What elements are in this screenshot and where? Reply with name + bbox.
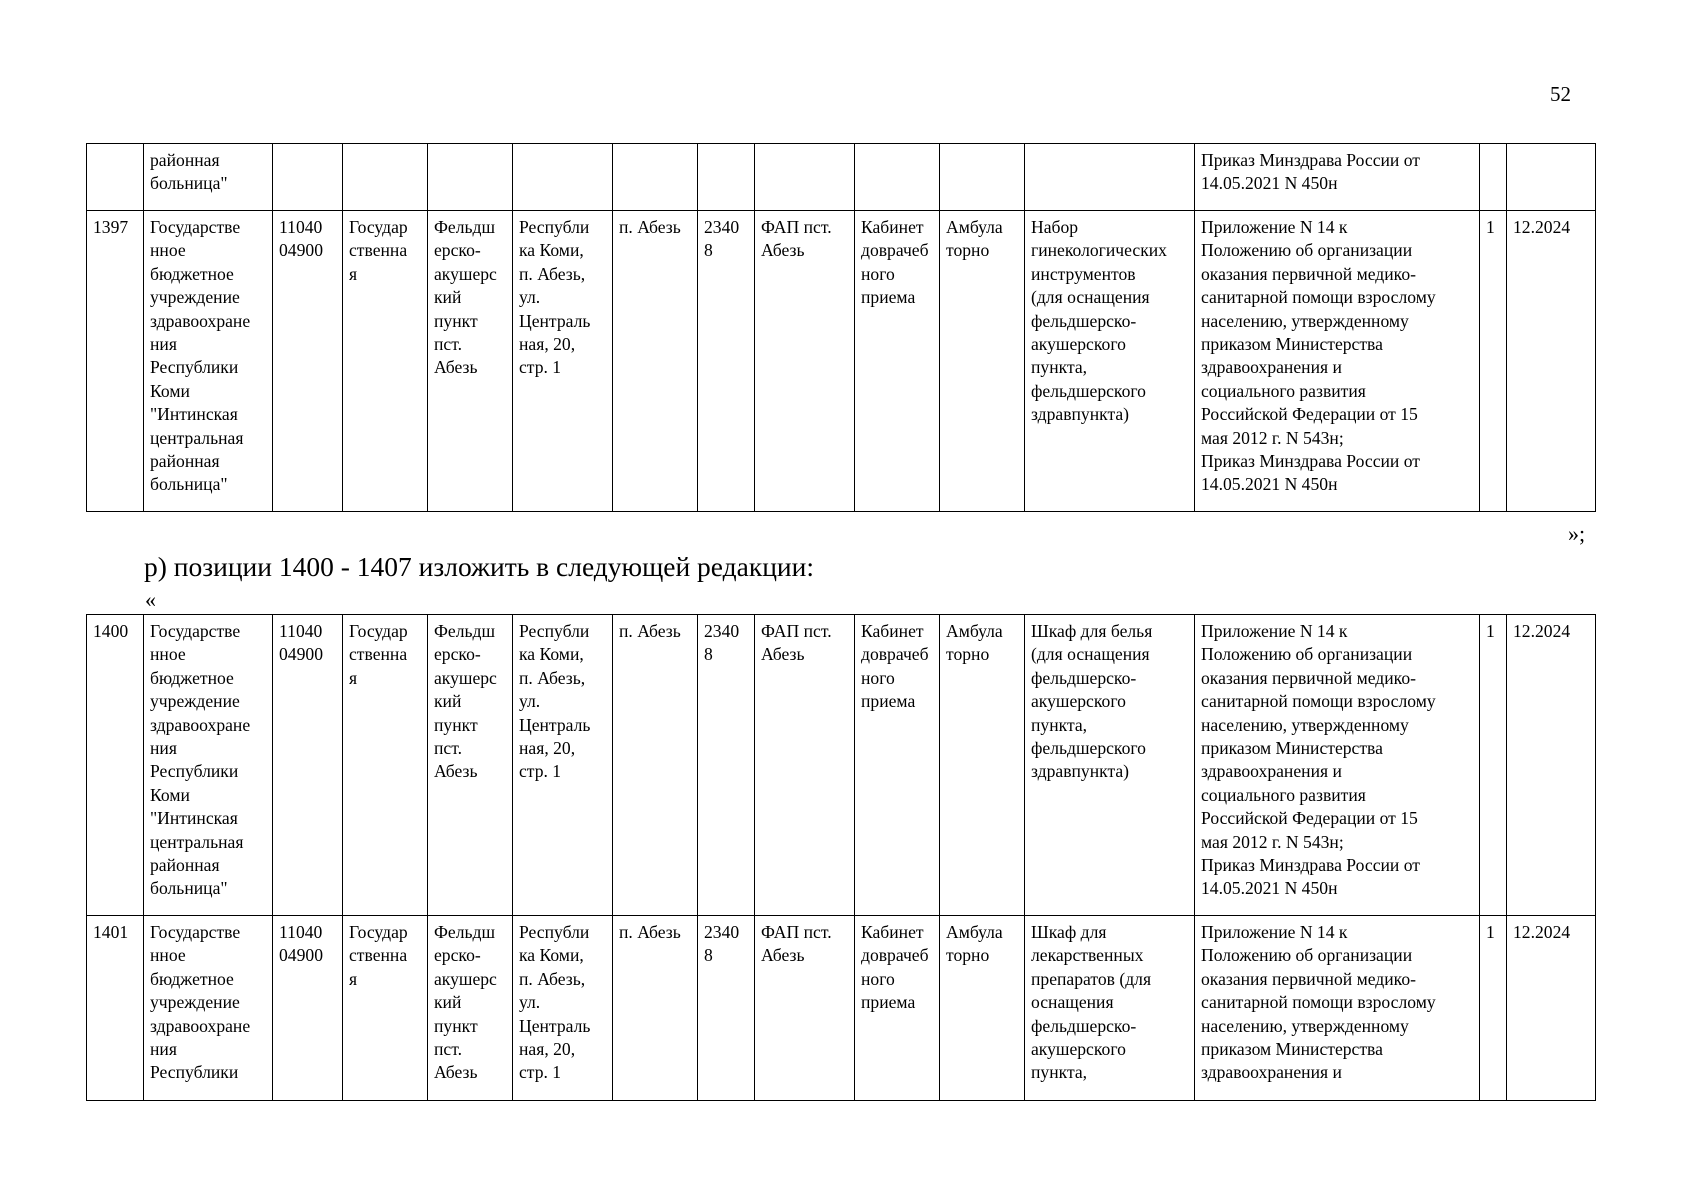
closing-quote: »; (1568, 521, 1586, 546)
cell-ownership-form (343, 144, 428, 211)
cell-facility: Фельдш ерско- акушерс кий пункт пст. Абезь (428, 916, 513, 1101)
cell-settlement (613, 144, 698, 211)
cell-postal-code: 2340 8 (698, 615, 755, 916)
cell-ownership-form: Государ ственна я (343, 615, 428, 916)
cell-care-type: Амбула торно (940, 916, 1025, 1101)
cell-legal-basis: Приказ Минздрава России от 14.05.2021 N 450н (1195, 144, 1480, 211)
cell-ownership-form: Государ ственна я (343, 916, 428, 1101)
cell-address: Республи ка Коми, п. Абезь, ул. Централь ная, 20, стр. 1 (513, 916, 613, 1101)
cell-organization: Государстве нное бюджетное учреждение здравоохране ния Республики Коми "Интинская центральная районная больница" (144, 211, 273, 512)
opening-quote: « (145, 587, 156, 612)
cell-quantity (1480, 144, 1507, 211)
cell-org-code: 11040 04900 (273, 615, 343, 916)
cell-quantity: 1 (1480, 211, 1507, 512)
cell-facility: Фельдш ерско- акушерс кий пункт пст. Абезь (428, 211, 513, 512)
cell-legal-basis: Приложение N 14 к Положению об организации оказания первичной медико- санитарной помощи взрослому населению, утвержденному приказом Министерства здравоохранения и (1195, 916, 1480, 1101)
cell-care-type: Амбула торно (940, 211, 1025, 512)
cell-equipment: Шкаф для лекарственных препаратов (для оснащения фельдшерско- акушерского пункта, (1025, 916, 1195, 1101)
cell-organization: Государстве нное бюджетное учреждение здравоохране ния Республики Коми "Интинская центральная районная больница" (144, 615, 273, 916)
cell-row-number: 1401 (87, 916, 144, 1101)
cell-facility: Фельдш ерско- акушерс кий пункт пст. Абезь (428, 615, 513, 916)
cell-cabinet (855, 144, 940, 211)
table-row (87, 916, 1596, 1101)
cell-care-type: Амбула торно (940, 615, 1025, 916)
cell-fap-name: ФАП пст. Абезь (755, 615, 855, 916)
cell-fap-name: ФАП пст. Абезь (755, 211, 855, 512)
cell-address (513, 144, 613, 211)
cell-address: Республи ка Коми, п. Абезь, ул. Централь ная, 20, стр. 1 (513, 211, 613, 512)
cell-cabinet: Кабинет доврачеб ного приема (855, 211, 940, 512)
cell-address: Республи ка Коми, п. Абезь, ул. Централь ная, 20, стр. 1 (513, 615, 613, 916)
cell-fap-name (755, 144, 855, 211)
cell-facility (428, 144, 513, 211)
cell-org-code: 11040 04900 (273, 916, 343, 1101)
table-row (87, 211, 1596, 512)
cell-legal-basis: Приложение N 14 к Положению об организации оказания первичной медико- санитарной помощи взрослому населению, утвержденному приказом Министерства здравоохранения и социального развития Российской Федерации от 15 мая 2012 г. N 543н; Приказ Минздрава России от 14.05.2021 N 450н (1195, 211, 1480, 512)
cell-org-code (273, 144, 343, 211)
cell-equipment (1025, 144, 1195, 211)
cell-deadline (1507, 144, 1596, 211)
cell-deadline: 12.2024 (1507, 615, 1596, 916)
table-row (87, 144, 1596, 211)
cell-postal-code (698, 144, 755, 211)
cell-cabinet: Кабинет доврачеб ного приема (855, 916, 940, 1101)
cell-ownership-form: Государ ственна я (343, 211, 428, 512)
cell-organization: Государстве нное бюджетное учреждение здравоохране ния Республики (144, 916, 273, 1101)
cell-deadline: 12.2024 (1507, 211, 1596, 512)
cell-deadline: 12.2024 (1507, 916, 1596, 1101)
amendment-paragraph: р) позиции 1400 - 1407 изложить в следующей редакции: (144, 551, 814, 582)
cell-cabinet: Кабинет доврачеб ного приема (855, 615, 940, 916)
page-number: 52 (1550, 82, 1571, 106)
table-row (87, 615, 1596, 916)
cell-row-number (87, 144, 144, 211)
cell-settlement: п. Абезь (613, 211, 698, 512)
cell-postal-code: 2340 8 (698, 211, 755, 512)
cell-org-code: 11040 04900 (273, 211, 343, 512)
cell-settlement: п. Абезь (613, 615, 698, 916)
cell-fap-name: ФАП пст. Абезь (755, 916, 855, 1101)
registry-table-bottom (86, 614, 1596, 1101)
cell-row-number: 1397 (87, 211, 144, 512)
registry-table-top (86, 143, 1596, 512)
cell-organization: районная больница" (144, 144, 273, 211)
cell-postal-code: 2340 8 (698, 916, 755, 1101)
cell-equipment: Шкаф для белья (для оснащения фельдшерско- акушерского пункта, фельдшерского здравпункта) (1025, 615, 1195, 916)
cell-care-type (940, 144, 1025, 211)
cell-settlement: п. Абезь (613, 916, 698, 1101)
cell-equipment: Набор гинекологических инструментов (для оснащения фельдшерско- акушерского пункта, фельдшерского здравпункта) (1025, 211, 1195, 512)
cell-legal-basis: Приложение N 14 к Положению об организации оказания первичной медико- санитарной помощи взрослому населению, утвержденному приказом Министерства здравоохранения и социального развития Российской Федерации от 15 мая 2012 г. N 543н; Приказ Минздрава России от 14.05.2021 N 450н (1195, 615, 1480, 916)
cell-row-number: 1400 (87, 615, 144, 916)
cell-quantity: 1 (1480, 916, 1507, 1101)
cell-quantity: 1 (1480, 615, 1507, 916)
